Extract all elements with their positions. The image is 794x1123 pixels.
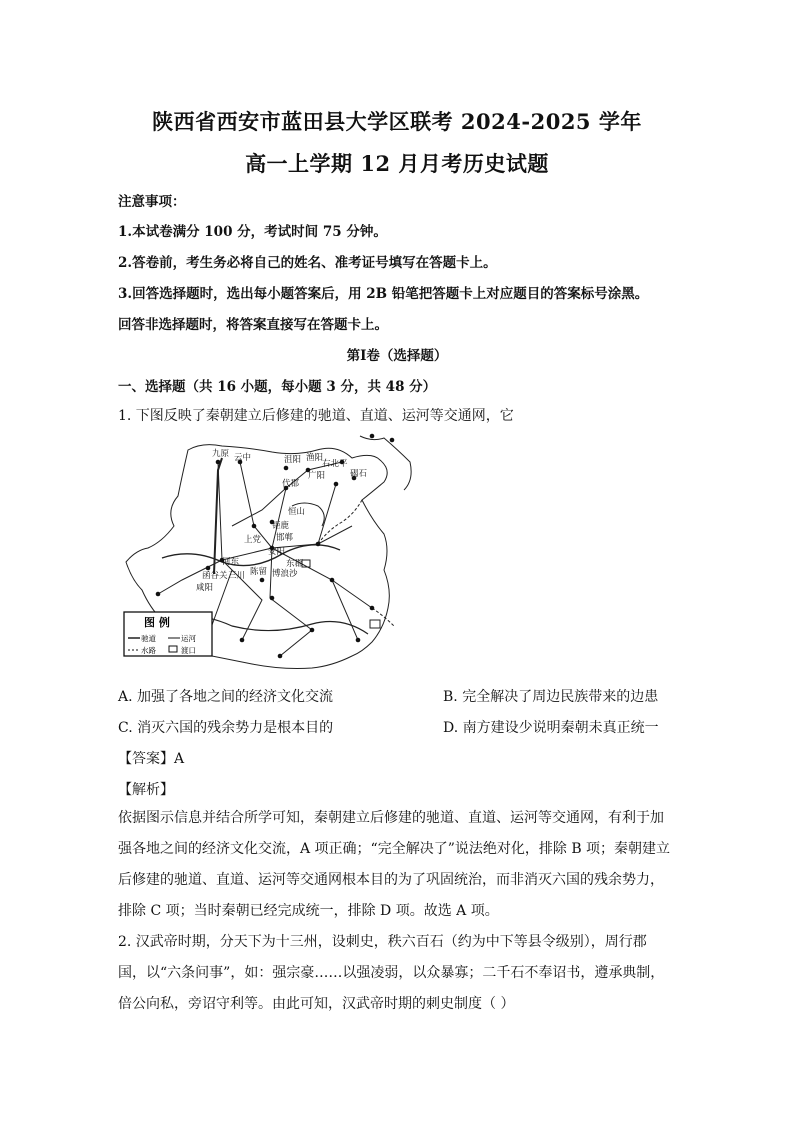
q1-option-b: B. 完全解决了周边民族带来的边患 xyxy=(443,689,659,705)
place-juyang: 沮阳 xyxy=(284,455,302,465)
notes-heading: 注意事项： xyxy=(118,194,186,210)
place-jiuyuan: 九原 xyxy=(212,449,230,459)
document-title-line1: 陕西省西安市蓝田县大学区联考 2024-2025 学年 xyxy=(152,109,642,134)
q1-answer: 【答案】A xyxy=(118,751,185,767)
volume-heading: 第Ⅰ卷（选择题） xyxy=(346,348,448,364)
notes-item-1: 1.本试卷满分 100 分，考试时间 75 分钟。 xyxy=(118,224,387,240)
q2-line: 2. 汉武帝时期，分天下为十三州，设刺史，秩六百石（约为中下等县令级别），周行郡 xyxy=(118,934,647,950)
legend-waterway: 水路 xyxy=(141,646,156,655)
q1-analysis-line: 强各地之间的经济文化交流，A 项正确；“完全解决了”说法绝对化，排除 B 项；秦朝建立 xyxy=(118,841,671,857)
q2-line: 倍公向私，旁诏守利等。由此可知，汉武帝时期的刺史制度（ ） xyxy=(118,996,515,1012)
place-yunzhong: 云中 xyxy=(234,453,252,463)
place-langya: 博浪沙 xyxy=(272,569,298,579)
q1-option-a: A. 加强了各地之间的经济文化交流 xyxy=(118,689,334,705)
q1-analysis-line: 后修建的驰道、直道、运河等交通网根本目的为了巩固统治，而非消灭六国的残余势力， xyxy=(118,872,664,888)
legend-chidao: 驰道 xyxy=(141,634,156,643)
section-heading: 一、选择题（共 16 小题，每小题 3 分，共 48 分） xyxy=(118,379,437,395)
q2-line: 国，以“六条问事”，如：强宗豪……以强凌弱，以众暴寡；二千石不奉诏书，遵承典制， xyxy=(118,965,665,981)
place-julu: 钜鹿 xyxy=(272,521,290,531)
q1-analysis xyxy=(118,803,678,927)
place-youbeiping: 右北平 xyxy=(322,459,348,469)
q1-analysis-line: 依据图示信息并结合所学可知，秦朝建立后修建的驰道、直道、运河等交通网，有利于加 xyxy=(118,810,664,826)
map-straight-road xyxy=(214,458,222,574)
place-hanguguan: 函谷关 xyxy=(202,571,228,581)
place-sanchuan: 三川 xyxy=(228,571,246,581)
notes-item-2: 2.答卷前，考生务必将自己的姓名、准考证号填写在答题卡上。 xyxy=(118,255,497,271)
question-2-stem xyxy=(118,927,678,1020)
notes-item-4: 回答非选择题时，将答案直接写在答题卡上。 xyxy=(118,317,388,333)
map-svg xyxy=(122,430,418,676)
legend-title: 图 例 xyxy=(144,616,170,629)
q1-analysis-line: 排除 C 项；当时秦朝已经完成统一，排除 D 项。故选 A 项。 xyxy=(118,903,499,919)
place-chenliu: 陈留 xyxy=(250,567,268,577)
document-title-line2: 高一上学期 12 月月考历史试题 xyxy=(245,151,549,176)
legend-ferry: 渡口 xyxy=(181,646,196,655)
q1-analysis-label: 【解析】 xyxy=(118,782,174,798)
q1-option-d: D. 南方建设少说明秦朝未真正统一 xyxy=(443,720,659,736)
notes-item-3: 3.回答选择题时，选出每小题答案后，用 2B 铅笔把答题卡上对应题目的答案标号涂黑。 xyxy=(118,286,649,302)
place-shangdang: 上党 xyxy=(244,535,262,545)
place-jieshi: 碣石 xyxy=(350,469,368,479)
map-river xyxy=(162,545,340,566)
legend-canal: 运河 xyxy=(181,634,196,643)
qin-transport-map xyxy=(122,430,418,676)
place-guangyang: 广阳 xyxy=(308,471,326,481)
place-hengshan: 恒山 xyxy=(288,507,306,517)
place-hedong: 河东 xyxy=(222,557,240,567)
place-anyang: 安阳 xyxy=(268,547,286,557)
place-handan: 邯郸 xyxy=(276,533,294,543)
place-dongjun: 东郡 xyxy=(286,559,304,569)
place-yuyang: 渔阳 xyxy=(306,453,324,463)
map-legend xyxy=(124,612,212,656)
place-xianyang: 咸阳 xyxy=(196,583,214,593)
place-daijun: 代郡 xyxy=(282,479,300,489)
question-1-stem: 1. 下图反映了秦朝建立后修建的驰道、直道、运河等交通网，它 xyxy=(118,408,514,424)
q1-option-c: C. 消灭六国的残余势力是根本目的 xyxy=(118,720,334,736)
